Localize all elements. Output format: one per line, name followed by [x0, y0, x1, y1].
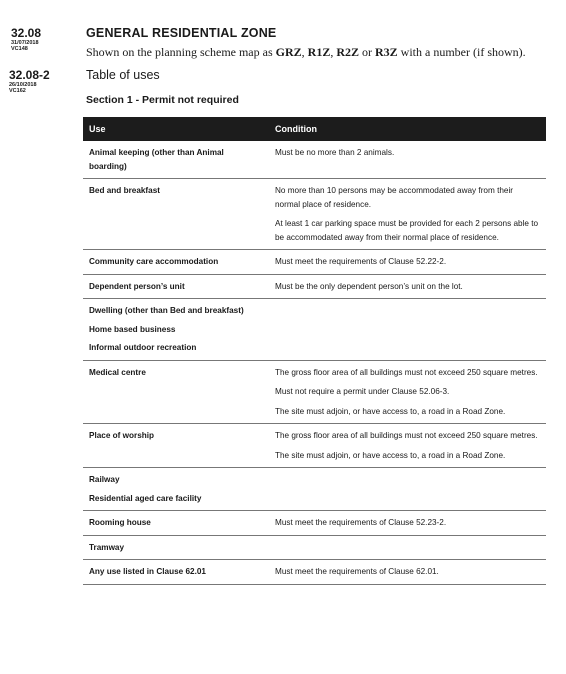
zone-title: GENERAL RESIDENTIAL ZONE [86, 26, 277, 40]
header-condition: Condition [269, 117, 546, 141]
separator: , [330, 45, 337, 59]
desc-suffix: with a number (if shown). [397, 45, 526, 59]
table-row [83, 468, 546, 489]
use-cell: Home based business [89, 324, 176, 334]
amendment-code: VC162 [9, 88, 26, 94]
condition-text: The gross floor area of all buildings must not exceed 250 square metres. [275, 367, 538, 377]
use-cell: Railway [89, 475, 120, 484]
zone-code: R2Z [336, 45, 359, 59]
condition-cell [269, 179, 546, 250]
use-cell: Animal keeping (other than Animal boarding) [83, 141, 269, 179]
desc-prefix: Shown on the planning scheme map as [86, 45, 276, 59]
condition-cell [269, 338, 546, 360]
condition-cell [269, 320, 546, 339]
condition-cell [269, 141, 546, 179]
use-cell: Rooming house [83, 511, 269, 536]
condition-text: Must meet the requirements of Clause 52.23-2. [275, 518, 447, 527]
amendment-date: 26/10/2018 [9, 82, 37, 88]
condition-text: At least 1 car parking space must be provided for each 2 persons able to be accommodated away from their normal place of residence. [275, 219, 539, 242]
condition-text: No more than 10 persons may be accommodated away from their normal place of residence. [275, 186, 514, 209]
condition-text: The gross floor area of all buildings must not exceed 250 square metres. [275, 431, 538, 440]
table-row [83, 560, 546, 585]
condition-cell [269, 489, 546, 511]
table-row [83, 535, 546, 560]
clause-number: 32.08-2 [9, 68, 50, 82]
condition-cell [269, 424, 546, 468]
table-row [83, 250, 546, 275]
condition-cell [269, 560, 546, 585]
table-row [83, 511, 546, 536]
table-row [83, 274, 546, 299]
condition-cell [269, 468, 546, 489]
use-cell: Dependent person’s unit [83, 274, 269, 299]
header-use: Use [83, 117, 269, 141]
condition-cell [269, 250, 546, 275]
use-cell: Informal outdoor recreation [83, 338, 269, 360]
section-heading: Section 1 - Permit not required [86, 94, 239, 106]
table-row [83, 141, 546, 179]
table-row [83, 179, 546, 250]
zone-code: GRZ [275, 45, 302, 59]
condition-text: Must not require a permit under Clause 52.06-3. [275, 387, 450, 396]
condition-text: Must meet the requirements of Clause 62.01. [275, 567, 439, 576]
table-row [83, 338, 546, 360]
uses-table [83, 117, 546, 585]
table-row [83, 424, 546, 468]
use-cell: Medical centre [83, 360, 269, 424]
clause-marker-32-08-2 [9, 68, 50, 94]
table-header-row [83, 117, 546, 141]
condition-text: The site must adjoin, or have access to, a road in a Road Zone. [275, 406, 506, 416]
condition-cell [269, 274, 546, 299]
use-cell: Tramway [83, 535, 269, 560]
use-cell: Dwelling (other than Bed and breakfast) [89, 306, 244, 315]
use-cell: Bed and breakfast [83, 179, 269, 250]
condition-text: Must be no more than 2 animals. [275, 148, 395, 157]
use-cell: Place of worship [83, 424, 269, 468]
separator: or [359, 45, 375, 59]
clause-number: 32.08 [11, 26, 42, 40]
use-cell: Any use listed in Clause 62.01 [83, 560, 269, 585]
zone-description [86, 45, 526, 60]
table-row [83, 489, 546, 511]
condition-text: Must meet the requirements of Clause 52.22-2. [275, 257, 447, 266]
clause-marker-32-08 [11, 26, 41, 52]
condition-text: The site must adjoin, or have access to, a road in a Road Zone. [275, 450, 506, 460]
amendment-date: 31/07/2018 [11, 40, 39, 46]
separator: , [301, 45, 308, 59]
uses-table-body [83, 141, 546, 584]
condition-cell [269, 299, 546, 320]
zone-code: R1Z [307, 45, 331, 59]
table-row [83, 320, 546, 339]
zone-code: R3Z [375, 45, 398, 59]
condition-cell [269, 511, 546, 536]
condition-cell [269, 360, 546, 424]
use-cell: Community care accommodation [83, 250, 269, 275]
amendment-code: VC148 [11, 46, 28, 52]
use-cell: Residential aged care facility [83, 489, 269, 511]
table-row [83, 299, 546, 320]
table-of-uses-heading: Table of uses [86, 68, 160, 82]
condition-text: Must be the only dependent person’s unit on the lot. [275, 281, 463, 291]
table-row [83, 360, 546, 424]
condition-cell [269, 535, 546, 560]
